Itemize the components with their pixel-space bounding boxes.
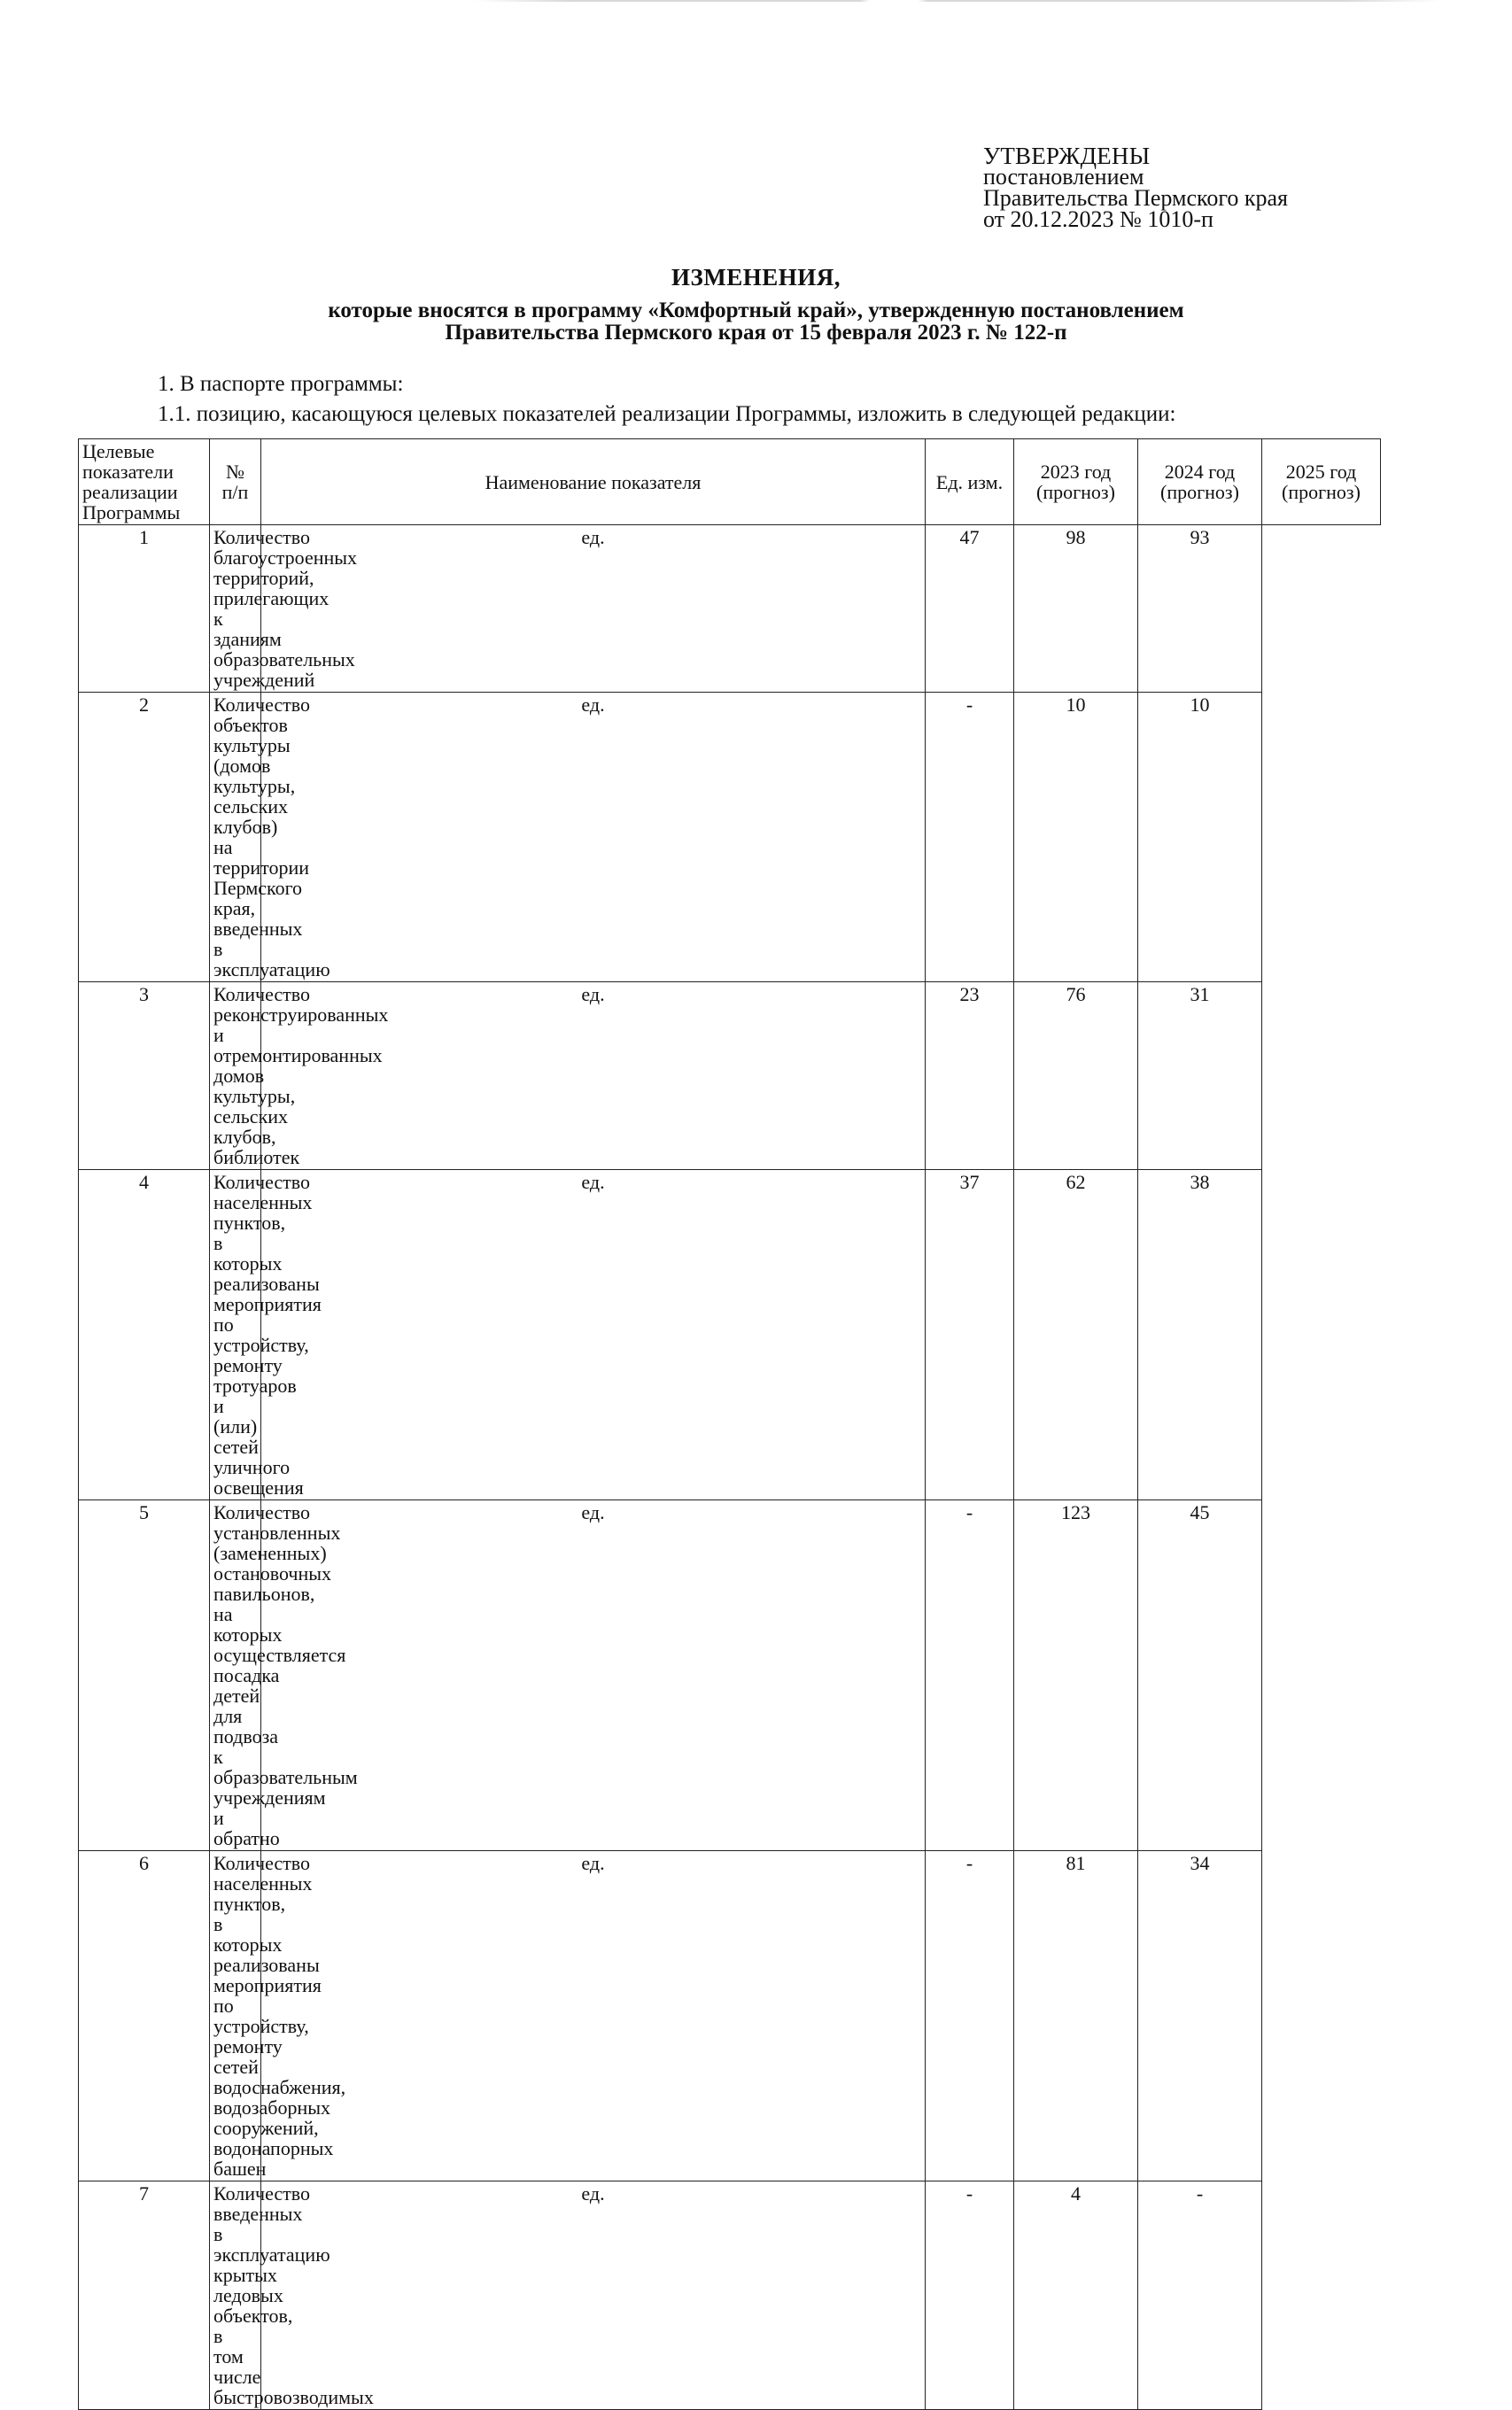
approval-line-4: от 20.12.2023 № 1010-п <box>983 206 1213 232</box>
table-row <box>79 2181 1381 2410</box>
section-label-line: показатели <box>82 461 174 483</box>
unit-cell: ед. <box>261 1170 926 1500</box>
approval-heading: УТВЕРЖДЕНЫ <box>983 143 1151 169</box>
indicator-name <box>210 525 358 693</box>
document-subtitle <box>0 299 1512 344</box>
header-year-line: 2023 год <box>1040 461 1112 483</box>
header-2024 <box>1138 439 1262 525</box>
approval-line-2: постановлением <box>983 164 1144 190</box>
row-number: 2 <box>79 693 210 982</box>
subtitle-line-1: которые вносятся в программу «Комфортный край», утвержденную постановлением <box>328 298 1184 322</box>
unit-cell: ед. <box>261 693 926 982</box>
value-2025: 38 <box>1138 1170 1262 1500</box>
indicators-table <box>78 438 1381 2410</box>
value-2025: 93 <box>1138 525 1262 693</box>
header-num <box>210 439 261 525</box>
unit-cell: ед. <box>261 1500 926 1851</box>
section-label-line: реализации <box>82 481 178 503</box>
indicator-name-line: к образовательным учреждениям и обратно <box>213 1746 358 1849</box>
subtitle-line-2: Правительства Пермского края от 15 февраля 2023 г. № 122-п <box>445 321 1067 345</box>
value-2023: 23 <box>926 982 1014 1170</box>
unit-cell: ед. <box>261 982 926 1170</box>
paragraph-1-1: 1.1. позицию, касающуюся целевых показателей реализации Программы, изложить в следующей редакции: <box>158 402 1176 426</box>
indicator-name <box>210 982 389 1170</box>
section-label-line: Целевые <box>82 440 155 462</box>
table-row <box>79 1851 1381 2181</box>
value-2024: 10 <box>1014 693 1138 982</box>
value-2024: 123 <box>1014 1500 1138 1851</box>
value-2023: - <box>926 1851 1014 2181</box>
value-2025: 34 <box>1138 1851 1262 2181</box>
value-2024: 81 <box>1014 1851 1138 2181</box>
indicator-name <box>210 1170 322 1500</box>
table-row <box>79 982 1381 1170</box>
value-2024: 76 <box>1014 982 1138 1170</box>
header-2023 <box>1014 439 1138 525</box>
indicator-name-line: сооружений, водонапорных башен <box>213 2117 334 2180</box>
indicator-name <box>210 1851 346 2181</box>
indicator-name <box>210 693 330 982</box>
indicator-name-line: на территории Пермского края, введенных в эксплуатацию <box>213 836 330 980</box>
table-row <box>79 525 1381 693</box>
value-2024: 98 <box>1014 525 1138 693</box>
header-name: Наименование показателя <box>261 439 926 525</box>
indicator-name-line: Количество населенных пунктов, в которых реализованы мероприятия <box>213 1852 322 1996</box>
table-header-row <box>79 439 1381 525</box>
indicator-name-line: к зданиям образовательных учреждений <box>213 608 355 691</box>
row-number: 4 <box>79 1170 210 1500</box>
row-number: 6 <box>79 1851 210 2181</box>
approval-stamp-block <box>983 145 1288 230</box>
value-2025: 45 <box>1138 1500 1262 1851</box>
indicator-name-line: в том числе быстровозводимых <box>213 2325 374 2408</box>
document-title: ИЗМЕНЕНИЯ, <box>671 264 841 291</box>
indicator-name-line: культуры, сельских клубов, библиотек <box>213 1085 300 1168</box>
section-label-line: Программы <box>82 501 181 523</box>
indicator-name-line: Количество объектов культуры (домов культуры, сельских клубов) <box>213 694 311 838</box>
indicator-name <box>210 2181 374 2410</box>
unit-cell: ед. <box>261 2181 926 2410</box>
header-year-line: (прогноз) <box>1036 481 1115 503</box>
value-2023: 47 <box>926 525 1014 693</box>
table-row <box>79 1170 1381 1500</box>
header-num-line: № <box>226 461 244 483</box>
indicator-name-line: Количество установленных (замененных) остановочных павильонов, <box>213 1501 341 1605</box>
table-row <box>79 1500 1381 1851</box>
header-year-line: (прогноз) <box>1282 481 1361 503</box>
row-number: 5 <box>79 1500 210 1851</box>
value-2025: 10 <box>1138 693 1262 982</box>
value-2023: - <box>926 693 1014 982</box>
unit-cell: ед. <box>261 1851 926 2181</box>
indicator-name-line: Количество введенных в эксплуатацию крытых ледовых объектов, <box>213 2182 330 2327</box>
row-number: 3 <box>79 982 210 1170</box>
value-2024: 4 <box>1014 2181 1138 2410</box>
indicator-name <box>210 1500 358 1851</box>
indicator-name-line: по устройству, ремонту тротуаров и (или) сетей уличного освещения <box>213 1313 309 1499</box>
section-label-cell <box>79 439 210 525</box>
approval-line-3: Правительства Пермского края <box>983 185 1288 211</box>
row-number: 7 <box>79 2181 210 2410</box>
table-row <box>79 693 1381 982</box>
indicator-name-line: Количество благоустроенных территорий, прилегающих <box>213 526 358 609</box>
indicator-name-line: на которых осуществляется посадка детей для подвоза <box>213 1603 346 1747</box>
indicator-name-line: Количество реконструированных и отремонтированных домов <box>213 983 389 1087</box>
paragraph-1: 1. В паспорте программы: <box>158 372 404 396</box>
value-2023: 37 <box>926 1170 1014 1500</box>
value-2025: - <box>1138 2181 1262 2410</box>
header-num-line: п/п <box>221 481 249 503</box>
header-2025 <box>1262 439 1381 525</box>
header-year-line: 2024 год <box>1164 461 1236 483</box>
indicator-name-line: Количество населенных пунктов, в которых реализованы мероприятия <box>213 1171 322 1315</box>
header-unit: Ед. изм. <box>926 439 1014 525</box>
value-2025: 31 <box>1138 982 1262 1170</box>
scan-edge-line <box>474 0 1439 2</box>
indicator-name-line: по устройству, ремонту сетей водоснабжения, водозаборных <box>213 1995 346 2119</box>
header-year-line: 2025 год <box>1285 461 1357 483</box>
value-2023: - <box>926 1500 1014 1851</box>
value-2023: - <box>926 2181 1014 2410</box>
header-year-line: (прогноз) <box>1160 481 1239 503</box>
unit-cell: ед. <box>261 525 926 693</box>
value-2024: 62 <box>1014 1170 1138 1500</box>
row-number: 1 <box>79 525 210 693</box>
